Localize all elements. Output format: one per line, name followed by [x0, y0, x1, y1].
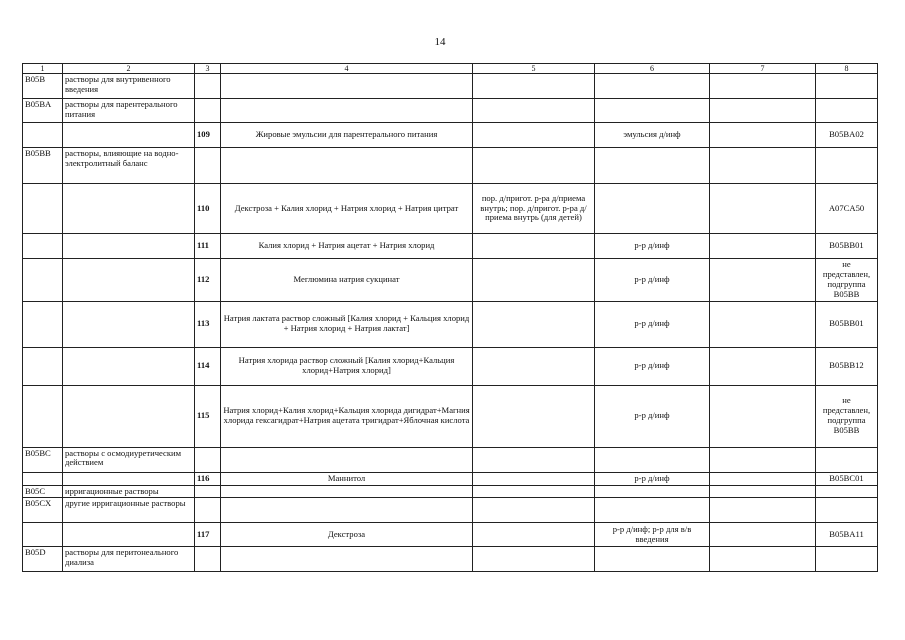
header-col-5: 5 [473, 64, 595, 74]
cell-atx-code [23, 385, 63, 447]
cell-drug-name [221, 498, 473, 523]
cell-dosage-form: р-р д/инф [595, 301, 710, 347]
cell-column-7 [710, 74, 816, 99]
cell-atx-code-ref [816, 498, 878, 523]
cell-row-number [195, 148, 221, 184]
cell-atx-code: B05BA [23, 99, 63, 123]
table-row [23, 301, 878, 347]
cell-dosage-form [595, 99, 710, 123]
cell-column-7 [710, 259, 816, 302]
cell-dosage-form-oral [473, 485, 595, 498]
cell-dosage-form [595, 498, 710, 523]
cell-row-number [195, 498, 221, 523]
table-row [23, 99, 878, 123]
cell-column-7 [710, 301, 816, 347]
cell-column-7 [710, 347, 816, 385]
cell-dosage-form-oral [473, 148, 595, 184]
cell-column-7 [710, 148, 816, 184]
cell-drug-name: Натрия хлорида раствор сложный [Калия хлорид+Кальция хлорид+Натрия хлорид] [221, 347, 473, 385]
table-row [23, 485, 878, 498]
cell-atx-group [63, 385, 195, 447]
cell-drug-name [221, 74, 473, 99]
cell-dosage-form-oral [473, 472, 595, 485]
table-row [23, 498, 878, 523]
cell-row-number: 112 [195, 259, 221, 302]
table-row [23, 123, 878, 148]
cell-dosage-form: р-р д/инф [595, 472, 710, 485]
cell-atx-code-ref: B05BA11 [816, 523, 878, 547]
cell-drug-name [221, 99, 473, 123]
cell-dosage-form-oral [473, 123, 595, 148]
table-row [23, 234, 878, 259]
cell-drug-name: Жировые эмульсии для парентерального питания [221, 123, 473, 148]
cell-dosage-form: р-р д/инф; р-р для в/в введения [595, 523, 710, 547]
cell-column-7 [710, 547, 816, 572]
cell-atx-group: растворы, влияющие на водно-электролитный баланс [63, 148, 195, 184]
cell-drug-name: Натрия хлорид+Калия хлорид+Кальция хлорида дигидрат+Магния хлорида гексагидрат+Натрия ацетата тригидрат+Яблочная кислота [221, 385, 473, 447]
cell-row-number: 110 [195, 184, 221, 234]
cell-atx-code [23, 184, 63, 234]
cell-atx-code-ref: B05BB01 [816, 301, 878, 347]
cell-atx-group: растворы для парентерального питания [63, 99, 195, 123]
cell-atx-code-ref: B05BB12 [816, 347, 878, 385]
cell-atx-code [23, 234, 63, 259]
cell-atx-code: B05CX [23, 498, 63, 523]
cell-column-7 [710, 523, 816, 547]
cell-atx-code [23, 301, 63, 347]
cell-atx-group: другие ирригационные растворы [63, 498, 195, 523]
cell-atx-code-ref: не представлен, подгруппа B05BB [816, 385, 878, 447]
cell-dosage-form-oral [473, 523, 595, 547]
cell-dosage-form-oral [473, 347, 595, 385]
cell-dosage-form [595, 74, 710, 99]
header-col-8: 8 [816, 64, 878, 74]
drug-table [22, 63, 878, 572]
cell-row-number [195, 547, 221, 572]
table-row [23, 385, 878, 447]
cell-dosage-form [595, 148, 710, 184]
cell-row-number: 113 [195, 301, 221, 347]
table-row [23, 347, 878, 385]
cell-dosage-form-oral [473, 99, 595, 123]
cell-drug-name [221, 148, 473, 184]
cell-atx-code-ref: B05BB01 [816, 234, 878, 259]
cell-atx-code [23, 123, 63, 148]
header-col-2: 2 [63, 64, 195, 74]
cell-atx-code-ref: не представлен, подгруппа B05BB [816, 259, 878, 302]
cell-drug-name: Декстроза + Калия хлорид + Натрия хлорид + Натрия цитрат [221, 184, 473, 234]
cell-dosage-form-oral [473, 74, 595, 99]
cell-atx-code [23, 259, 63, 302]
header-col-7: 7 [710, 64, 816, 74]
table-row [23, 447, 878, 472]
cell-drug-name [221, 447, 473, 472]
cell-atx-code: B05B [23, 74, 63, 99]
table-row [23, 547, 878, 572]
cell-drug-name: Декстроза [221, 523, 473, 547]
cell-drug-name: Натрия лактата раствор сложный [Калия хлорид + Кальция хлорид + Натрия хлорид + Натрия лактат] [221, 301, 473, 347]
cell-dosage-form [595, 485, 710, 498]
cell-dosage-form-oral: пор. д/пригот. р-ра д/приема внутрь; пор. д/пригот. р-ра д/приема внутрь (для детей) [473, 184, 595, 234]
cell-atx-group [63, 234, 195, 259]
cell-atx-group [63, 301, 195, 347]
cell-drug-name [221, 485, 473, 498]
cell-row-number: 114 [195, 347, 221, 385]
table-row [23, 74, 878, 99]
cell-atx-group [63, 347, 195, 385]
cell-row-number [195, 99, 221, 123]
cell-atx-code [23, 472, 63, 485]
header-col-6: 6 [595, 64, 710, 74]
table-row [23, 148, 878, 184]
cell-column-7 [710, 447, 816, 472]
cell-row-number: 111 [195, 234, 221, 259]
cell-atx-group [63, 184, 195, 234]
cell-dosage-form-oral [473, 385, 595, 447]
page-number: 14 [434, 36, 446, 48]
cell-dosage-form [595, 547, 710, 572]
cell-drug-name: Калия хлорид + Натрия ацетат + Натрия хлорид [221, 234, 473, 259]
cell-column-7 [710, 498, 816, 523]
header-col-1: 1 [23, 64, 63, 74]
cell-dosage-form-oral [473, 234, 595, 259]
cell-atx-code: B05BC [23, 447, 63, 472]
cell-row-number [195, 447, 221, 472]
cell-atx-code-ref [816, 547, 878, 572]
cell-drug-name [221, 547, 473, 572]
cell-dosage-form-oral [473, 547, 595, 572]
cell-atx-code [23, 347, 63, 385]
header-row [23, 64, 878, 74]
table-row [23, 523, 878, 547]
cell-atx-code-ref: B05BA02 [816, 123, 878, 148]
cell-atx-code-ref [816, 99, 878, 123]
cell-row-number: 109 [195, 123, 221, 148]
cell-column-7 [710, 485, 816, 498]
cell-row-number [195, 485, 221, 498]
cell-dosage-form: р-р д/инф [595, 385, 710, 447]
cell-dosage-form: р-р д/инф [595, 259, 710, 302]
cell-atx-group [63, 523, 195, 547]
cell-dosage-form: р-р д/инф [595, 347, 710, 385]
cell-column-7 [710, 385, 816, 447]
cell-dosage-form [595, 447, 710, 472]
header-col-4: 4 [221, 64, 473, 74]
cell-dosage-form: р-р д/инф [595, 234, 710, 259]
cell-atx-group: растворы с осмодиуретическим действием [63, 447, 195, 472]
cell-atx-code-ref [816, 485, 878, 498]
cell-atx-group: растворы для внутривенного введения [63, 74, 195, 99]
cell-dosage-form-oral [473, 447, 595, 472]
table-row [23, 472, 878, 485]
cell-dosage-form-oral [473, 301, 595, 347]
cell-atx-code-ref: A07CA50 [816, 184, 878, 234]
cell-column-7 [710, 123, 816, 148]
cell-row-number: 116 [195, 472, 221, 485]
cell-atx-code: B05D [23, 547, 63, 572]
cell-column-7 [710, 472, 816, 485]
cell-atx-group [63, 259, 195, 302]
cell-dosage-form [595, 184, 710, 234]
cell-drug-name: Маннитол [221, 472, 473, 485]
cell-atx-code [23, 523, 63, 547]
cell-atx-code-ref [816, 447, 878, 472]
cell-atx-code: B05BB [23, 148, 63, 184]
cell-atx-code-ref: B05BC01 [816, 472, 878, 485]
cell-row-number [195, 74, 221, 99]
cell-dosage-form-oral [473, 259, 595, 302]
header-col-3: 3 [195, 64, 221, 74]
cell-column-7 [710, 99, 816, 123]
cell-atx-code-ref [816, 74, 878, 99]
cell-dosage-form-oral [473, 498, 595, 523]
table-row [23, 184, 878, 234]
cell-row-number: 115 [195, 385, 221, 447]
cell-atx-group: ирригационные растворы [63, 485, 195, 498]
cell-atx-group: растворы для перитонеального диализа [63, 547, 195, 572]
cell-atx-code: B05C [23, 485, 63, 498]
table-body [23, 74, 878, 572]
table-row [23, 259, 878, 302]
cell-drug-name: Меглюмина натрия сукцинат [221, 259, 473, 302]
cell-row-number: 117 [195, 523, 221, 547]
cell-dosage-form: эмульсия д/инф [595, 123, 710, 148]
cell-column-7 [710, 234, 816, 259]
cell-atx-group [63, 123, 195, 148]
cell-column-7 [710, 184, 816, 234]
cell-atx-group [63, 472, 195, 485]
cell-atx-code-ref [816, 148, 878, 184]
